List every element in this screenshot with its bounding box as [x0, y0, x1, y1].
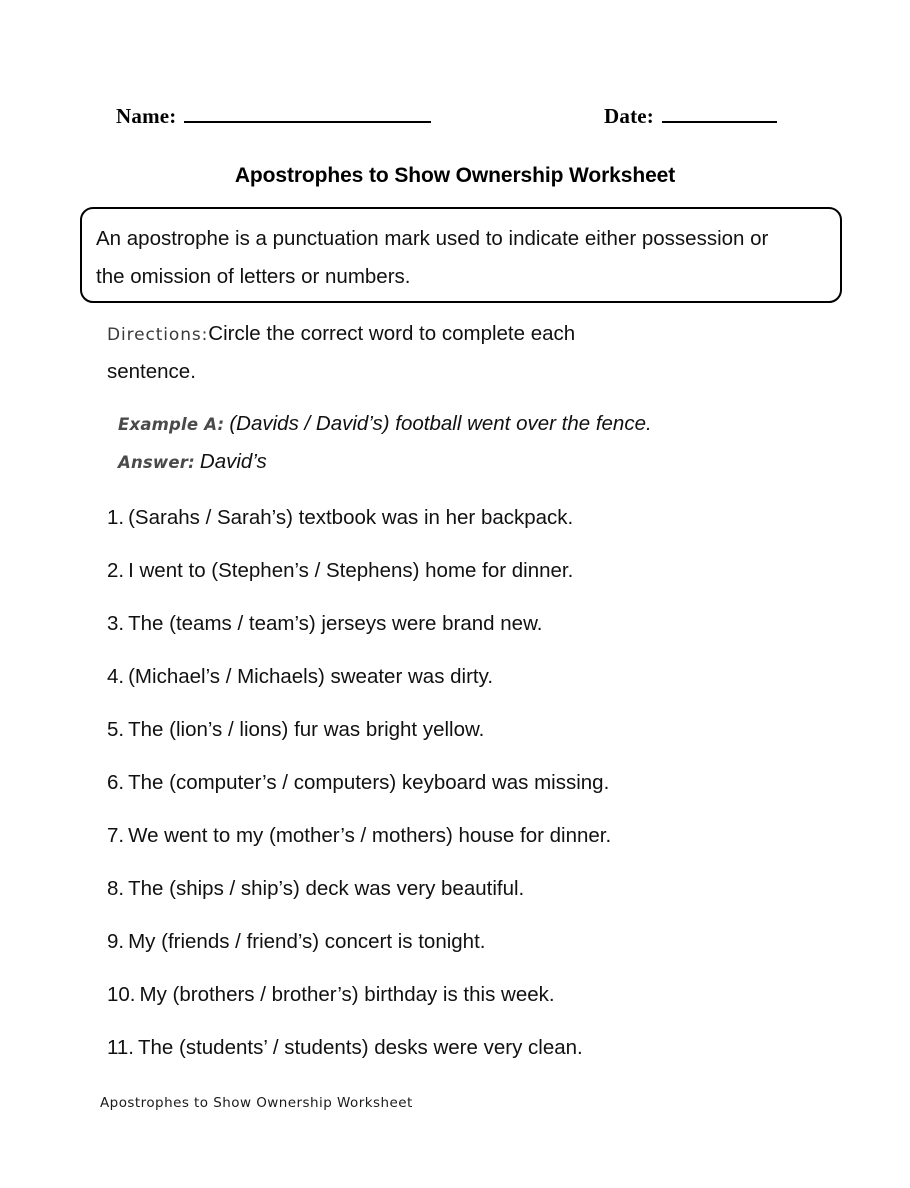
question-item[interactable] [107, 663, 867, 716]
directions-block [107, 322, 827, 346]
question-text: We went to my (mother’s / mothers) house for dinner. [128, 824, 612, 847]
question-item[interactable] [107, 769, 867, 822]
question-number: 1. [107, 506, 125, 529]
question-text: (Michael’s / Michaels) sweater was dirty. [128, 665, 494, 688]
example-sentence: (Davids / David’s) football went over the fence. [229, 412, 652, 435]
question-number: 11. [107, 1036, 134, 1059]
date-write-in-line[interactable] [662, 106, 777, 123]
question-text: The (students’ / students) desks were very clean. [137, 1036, 583, 1059]
question-number: 5. [107, 718, 125, 741]
name-write-in-line[interactable] [184, 106, 431, 123]
page-title: Apostrophes to Show Ownership Worksheet [234, 164, 676, 187]
question-item[interactable] [107, 822, 867, 875]
question-number: 9. [107, 930, 125, 953]
question-text: My (friends / friend’s) concert is tonight. [128, 930, 486, 953]
questions-list [107, 504, 867, 1087]
question-number: 3. [107, 612, 125, 635]
student-info-header [0, 104, 910, 136]
page-footer: Apostrophes to Show Ownership Worksheet [100, 1095, 413, 1111]
question-text: The (lion’s / lions) fur was bright yellow. [128, 718, 485, 741]
question-text: The (computer’s / computers) keyboard was missing. [128, 771, 610, 794]
answer-text: David’s [199, 450, 267, 473]
question-item[interactable] [107, 1034, 867, 1087]
question-item[interactable] [107, 557, 867, 610]
name-label: Name: [116, 104, 177, 128]
answer-label: Answer: [118, 453, 195, 472]
definition-box [80, 207, 842, 303]
name-field-group [116, 104, 431, 129]
question-text: The (ships / ship’s) deck was very beautiful. [128, 877, 525, 900]
question-number: 2. [107, 559, 125, 582]
example-label: Example A: [118, 415, 225, 434]
question-item[interactable] [107, 504, 867, 557]
definition-text: An apostrophe is a punctuation mark used to indicate either possession or the omission of letters or numbers. [96, 227, 769, 288]
question-item[interactable] [107, 610, 867, 663]
directions-text: Circle the correct word to complete each [208, 322, 576, 345]
question-number: 8. [107, 877, 125, 900]
question-number: 7. [107, 824, 125, 847]
answer-row [118, 450, 267, 474]
question-item[interactable] [107, 981, 867, 1034]
question-item[interactable] [107, 928, 867, 981]
question-text: I went to (Stephen’s / Stephens) home for dinner. [128, 559, 574, 582]
directions-text-continued: sentence. [107, 360, 196, 383]
question-number: 10. [107, 983, 136, 1006]
question-text: My (brothers / brother’s) birthday is this week. [139, 983, 555, 1006]
example-row [118, 412, 652, 436]
question-item[interactable] [107, 875, 867, 928]
question-number: 6. [107, 771, 125, 794]
question-text: The (teams / team’s) jerseys were brand new. [128, 612, 543, 635]
question-item[interactable] [107, 716, 867, 769]
date-label: Date: [604, 104, 654, 128]
date-field-group [604, 104, 777, 129]
question-text: (Sarahs / Sarah’s) textbook was in her backpack. [128, 506, 574, 529]
directions-label: Directions: [107, 325, 209, 345]
question-number: 4. [107, 665, 125, 688]
